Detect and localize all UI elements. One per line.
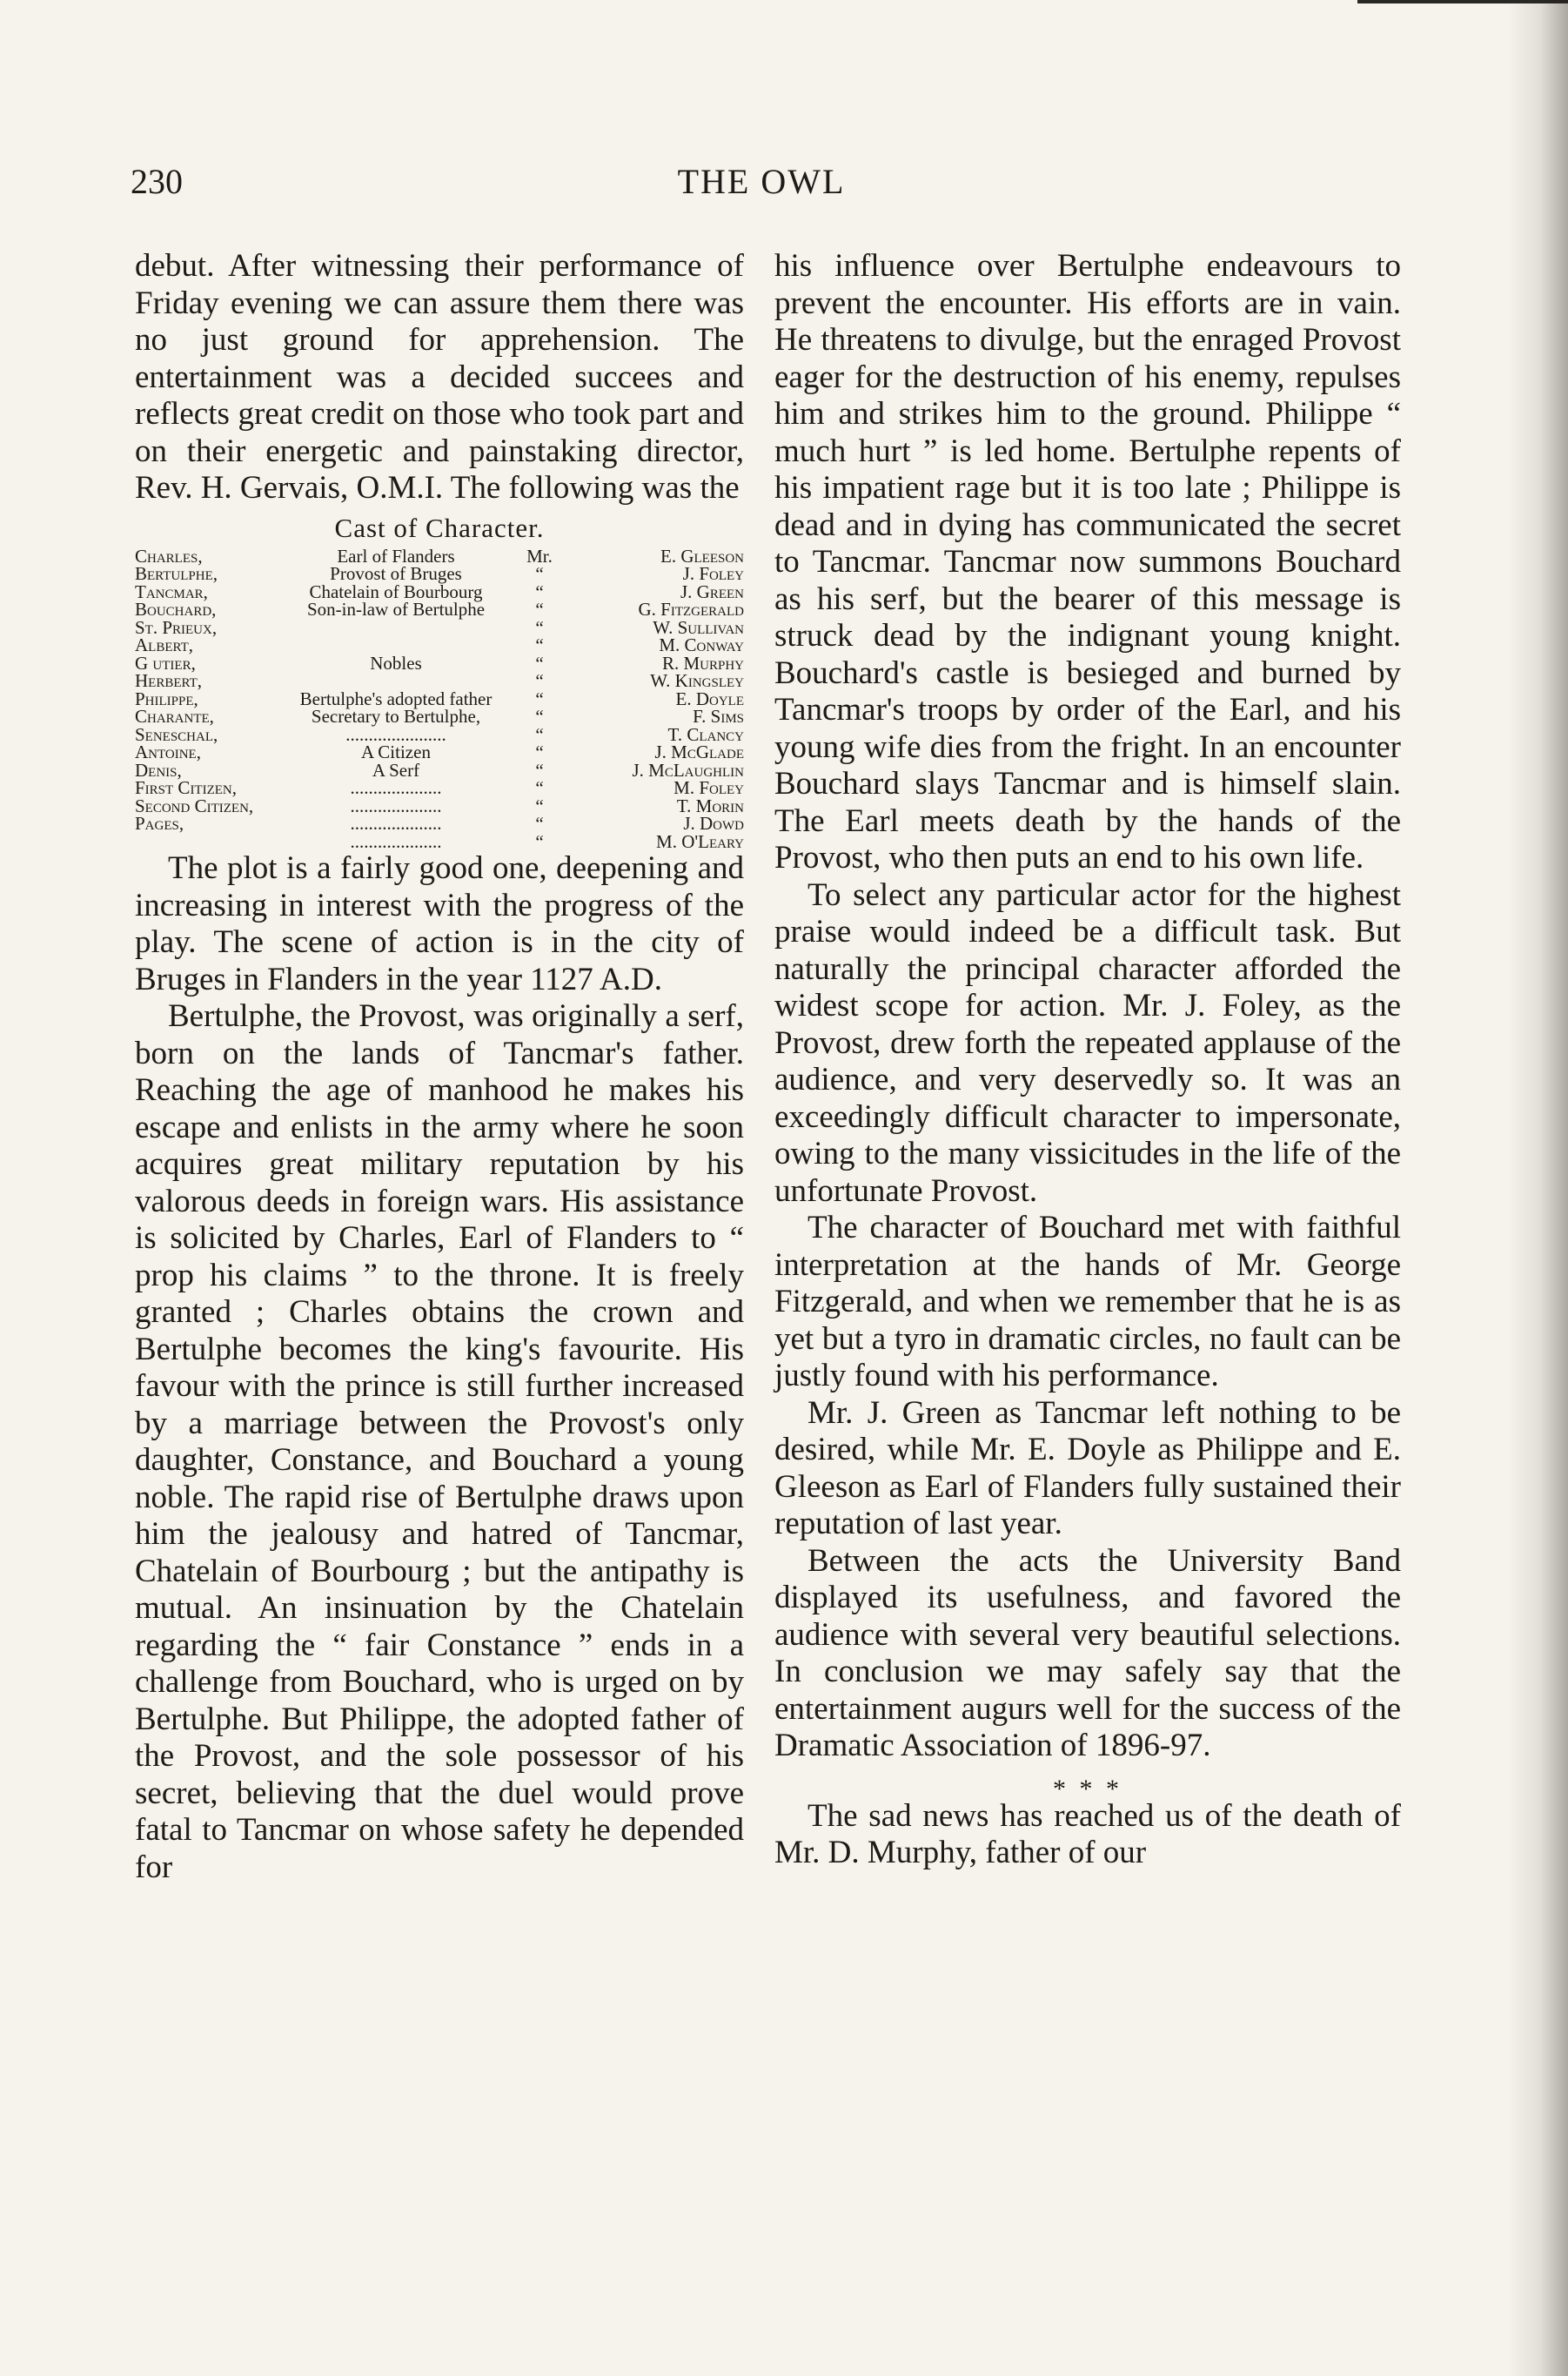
cast-prefix: “ [535,634,544,655]
paragraph-synopsis-cont: his influence over Bertulphe endeavours to prevent the encounter. His efforts are in vain. He threatens to divulge, but the enraged Provost eager for the destruction of his enemy, repulses him and strikes him to the ground. Philippe “ much hurt ” is led home. Bertulphe repents of his impatient rage but it is too late ; Philippe is dead and in dying has communicated the secret to Tancmar. Tancmar now summons Bouchard as his serf, but the bearer of this message is struck dead by the indignant young knight. Bouchard's castle is besieged and burned by Tancmar's troops by order of the Earl, and his young wife dies from the fright. In an encounter Bouchard slays Tancmar and is himself slain. The Earl meets death by the hands of the Provost, who then puts an end to his own life. [774,248,1401,876]
cast-prefix: “ [535,795,544,816]
cast-prefix: “ [535,670,544,691]
cast-row [135,636,744,654]
cast-character: Charante, [135,706,214,727]
cast-row [135,583,744,601]
cast-title: Cast of Character. [334,512,545,543]
cast-role: Earl of Flanders [337,545,455,567]
cast-prefix: “ [535,830,544,852]
page-header [131,161,1392,213]
cast-actor: R. Murphy [661,652,744,674]
cast-character: Pages, [135,813,184,834]
cast-character: Antoine, [135,742,201,762]
paragraph-bouchard: The character of Bouchard met with faithful interpretation at the hands of Mr. George Fitzgerald, and when we remember that he is as yet but a tyro in dramatic circles, no fault can be justly found with his performance. [774,1210,1401,1393]
cast-actor: J. Foley [682,563,744,584]
cast-prefix: “ [535,813,544,834]
cast-role: Nobles [370,652,422,674]
cast-character: St. Prieux, [135,616,218,638]
cast-role: .................... [350,830,442,852]
cast-role: ...................... [345,723,446,745]
cast-role [265,636,526,654]
cast-row [135,690,744,708]
cast-row [135,833,744,851]
running-title: THE OWL [677,162,846,201]
cast-actor: E. Gleeson [660,545,744,567]
cast-actor: J. McGlade [654,742,744,762]
cast-role: A Serf [372,759,420,781]
cast-role [265,619,526,637]
cast-prefix: “ [535,688,544,709]
cast-actor: M. O'Leary [656,830,744,852]
paragraph-intro: debut. After witnessing their performance of Friday evening we can assure them there was no just ground for apprehension. The entertainment was a decided succees and reflects great credit on those who took part and on their energetic and painstaking director, Rev. H. Gervais, O.M.I. The following was the [135,248,744,506]
cast-row [135,601,744,619]
cast-row [135,779,744,797]
cast-prefix: “ [535,759,544,781]
paragraph-band: Between the acts the University Band displayed its usefulness, and favored the audience with several very beautiful selections. In conclusion we may safely say that the entertainment augurs well for the success of the Dramatic Association of 1896-97. [774,1542,1401,1763]
cast-character: Bertulphe, [135,563,218,584]
cast-actor: J. Green [680,581,744,602]
cast-row [135,565,744,583]
cast-actor: E. Doyle [675,688,744,709]
paragraph-plot: The plot is a fairly good one, deepening and increasing in interest with the progress of the play. The scene of action is in the city of Bruges in Flanders in the year 1127 A.D. [135,850,744,997]
cast-prefix: Mr. [526,545,553,567]
cast-actor: T. Clancy [667,723,744,745]
cast-actor: J. McLaughlin [632,759,744,781]
cast-prefix: “ [535,652,544,674]
cast-role: .................... [350,777,442,798]
cast-character: Philippe, [135,688,198,709]
cast-row [135,743,744,762]
cast-row [135,672,744,690]
cast-row [135,797,744,815]
cast-table [135,547,744,851]
cast-character: Albert, [135,634,194,655]
paragraph-synopsis: Bertulphe, the Provost, was originally a serf, born on the lands of Tancmar's father. Reaching the age of manhood he makes his escape and enlists in the army where he soon acquires great military reputation by his valorous deeds in foreign wars. His assistance is solicited by Charles, Earl of Flanders to “ prop his claims ” to the throne. It is freely granted ; Charles obtains the crown and Bertulphe becomes the king's favourite. His favour with the prince is still further increased by a marriage between the Provost's only daughter, Constance, and Bouchard a young noble. The rapid rise of Bertulphe draws upon him the jealousy and hatred of Tancmar, Chatelain of Bourbourg ; but the antipathy is mutual. An insinuation by the Chatelain regarding the “ fair Constance ” ends in a challenge from Bouchard, who is urged on by Bertulphe. But Philippe, the adopted father of the Provost, and the sole possessor of his secret, believing that the duel would prove fatal to Tancmar on whose safety he depended for [135,998,744,1885]
cast-actor: T. Morin [676,795,744,816]
cast-prefix: “ [535,616,544,638]
cast-row [135,762,744,780]
cast-character [135,833,265,851]
cast-role: Bertulphe's adopted father [299,688,493,709]
cast-prefix: “ [535,706,544,727]
cast-role: A Citizen [361,742,431,762]
cast-character: Tancmar, [135,581,208,602]
cast-actor: W. Sullivan [653,616,744,638]
cast-row [135,619,744,637]
cast-character: Charles, [135,545,203,567]
paragraph-praise: To select any particular actor for the highest praise would indeed be a difficult task. But naturally the principal character afforded the widest scope for action. Mr. J. Foley, as the Provost, drew forth the repeated applause of the audience, and very deservedly so. It was an exceedingly difficult character to impersonate, owing to the many vissicitudes in the life of the unfortunate Provost. [774,876,1401,1209]
cast-prefix: “ [535,581,544,602]
cast-role: .................... [350,813,442,834]
page-number: 230 [131,162,183,201]
cast-role: Secretary to Bertulphe, [311,706,481,727]
paragraph-news: The sad news has reached us of the death of Mr. D. Murphy, father of our [774,1797,1401,1870]
cast-role: .................... [350,795,442,816]
scan-right-edge [1507,0,1568,2376]
cast-prefix: “ [535,563,544,584]
cast-role: Provost of Bruges [330,563,462,584]
cast-role [265,672,526,690]
cast-character: Seneschal, [135,723,218,745]
cast-actor: F. Sims [693,706,744,727]
cast-row [135,815,744,833]
cast-actor: M. Conway [659,634,744,655]
cast-actor: G. Fitzgerald [638,599,744,620]
cast-prefix: “ [535,599,544,620]
cast-actor: J. Dowd [683,813,744,834]
cast-actor: M. Foley [673,777,744,798]
cast-character: Denis, [135,759,182,781]
cast-actor: W. Kingsley [650,670,744,691]
cast-row [135,726,744,744]
paragraph-green: Mr. J. Green as Tancmar left nothing to be desired, while Mr. E. Doyle as Philippe and E. Gleeson as Earl of Flanders fully sustained their reputation of last year. [774,1394,1401,1541]
section-divider-stars: * * * [1053,1774,1122,1803]
cast-character: Second Citizen, [135,795,254,816]
cast-row [135,708,744,726]
cast-row [135,547,744,566]
cast-role: Son-in-law of Bertulphe [306,599,486,620]
left-column [135,248,744,1886]
cast-row [135,654,744,673]
cast-character: Herbert, [135,670,203,691]
cast-prefix: “ [535,777,544,798]
cast-prefix: “ [535,742,544,762]
right-column [774,248,1401,1872]
cast-role: Chatelain of Bourbourg [309,581,483,602]
cast-character: Bouchard, [135,599,217,620]
cast-character: G utier, [135,652,196,674]
cast-character: First Citizen, [135,777,238,798]
cast-prefix: “ [535,723,544,745]
